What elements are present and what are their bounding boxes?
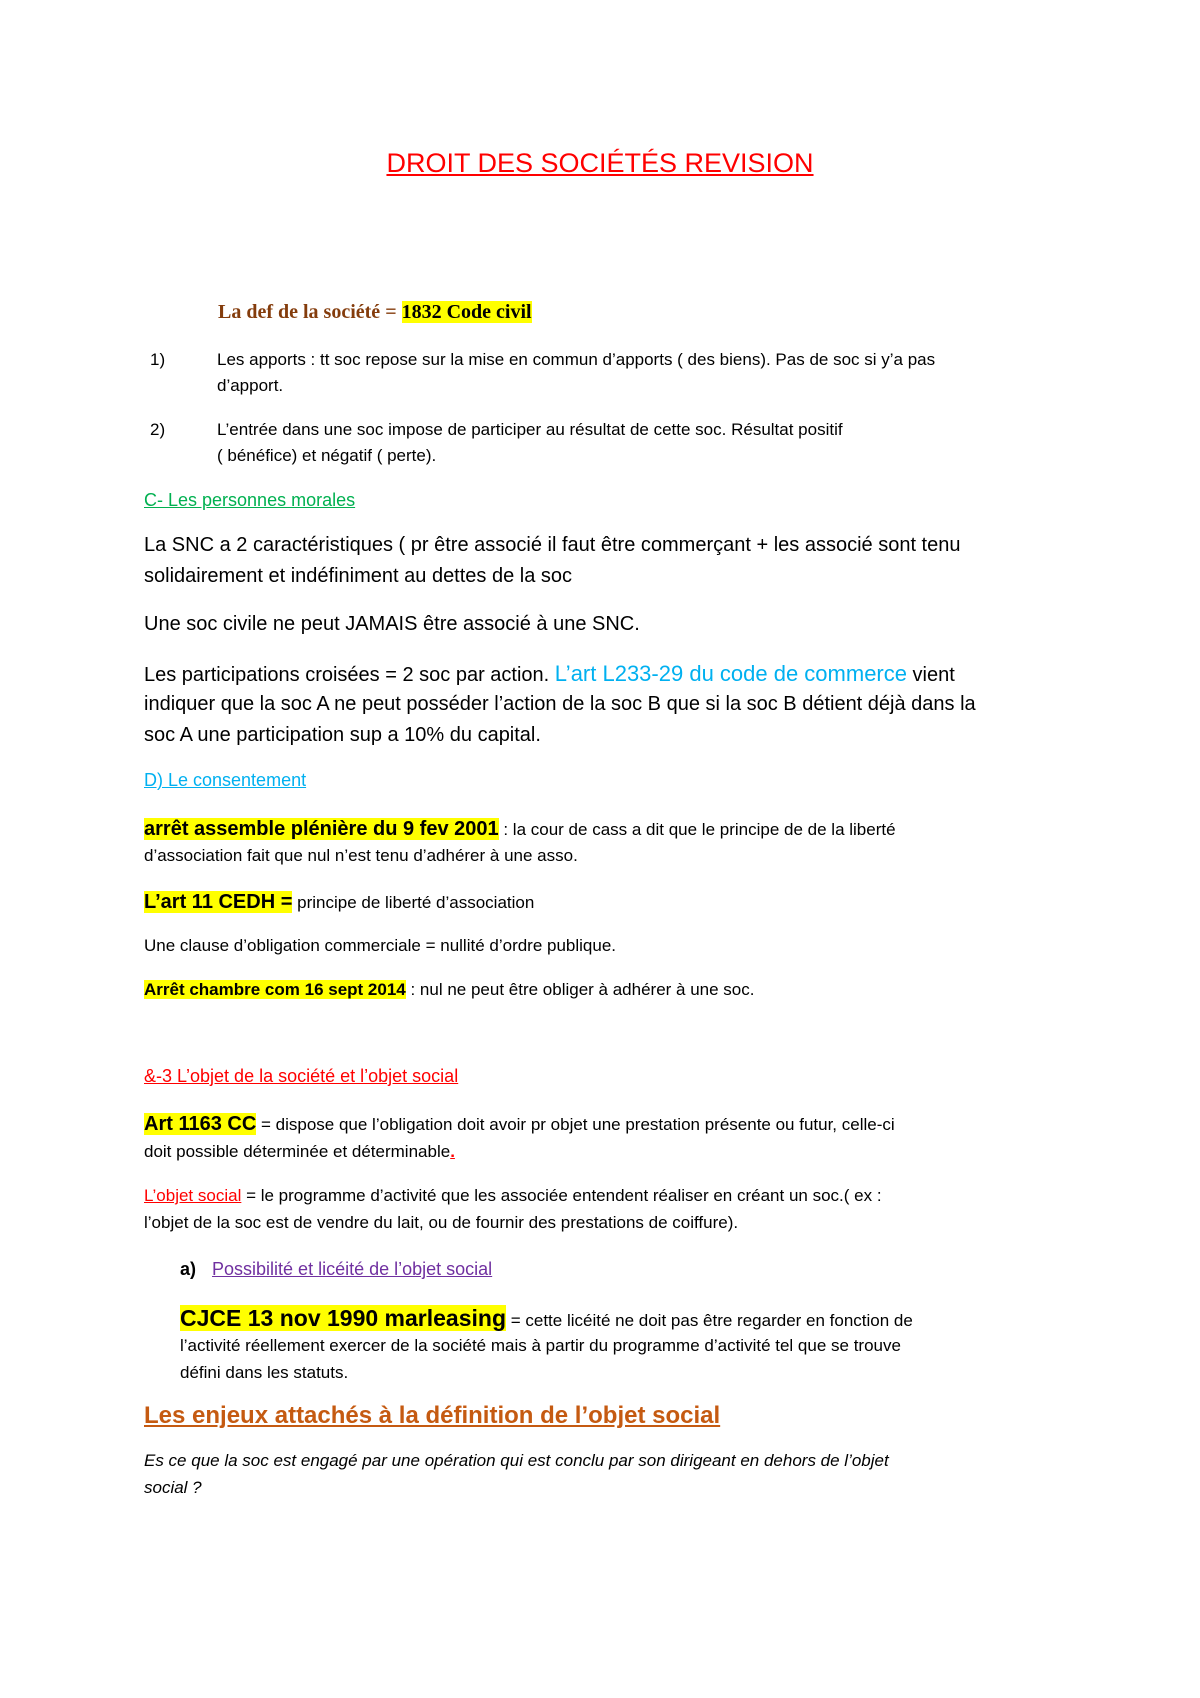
arret-2014-text: : nul ne peut être obliger à adhérer à une soc.	[405, 980, 755, 999]
enjeux-heading: Les enjeux attachés à la définition de l’objet social	[144, 1402, 721, 1429]
clause-line: Une clause d’obligation commerciale = nullité d’ordre publique.	[144, 936, 617, 955]
sub-a-num: a)	[180, 1259, 197, 1279]
objet-social-ref: L’objet social	[144, 1186, 242, 1205]
art-1163-line-2	[144, 1142, 455, 1162]
cjce-text: = cette licéité ne doit pas être regarder en fonction de	[506, 1311, 913, 1330]
cedh-line	[144, 891, 534, 914]
section-d-heading: D) Le consentement	[144, 770, 307, 790]
arret-2001-ref: arrêt assemble plénière du 9 fev 2001	[144, 818, 499, 840]
civile-line: Une soc civile ne peut JAMAIS être associé à une SNC.	[144, 613, 640, 635]
participations-line-3: soc A une participation sup a 10% du capital.	[144, 724, 541, 746]
question-line-1: Es ce que la soc est engagé par une opération qui est conclu par son dirigeant en dehors de l’objet	[144, 1451, 889, 1470]
art-1163-text: = dispose que l’obligation doit avoir pr objet une prestation présente ou futur, celle-ci	[256, 1115, 895, 1134]
objet-social-text: = le programme d’activité que les associée entendent réaliser en créant un soc.( ex :	[241, 1186, 882, 1205]
arret-2001-line-2: d’association fait que nul n’est tenu d’adhérer à une asso.	[144, 846, 578, 865]
participations-line-2: indiquer que la soc A ne peut posséder l’action de la soc B que si la soc B détient déjà dans la	[144, 693, 976, 715]
definition-label: La def de la société =	[218, 301, 402, 323]
participations-line-1	[144, 661, 955, 687]
snc-line-1: La SNC a 2 caractéristiques ( pr être associé il faut être commerçant + les associé sont tenu	[144, 534, 961, 556]
definition-ref: 1832 Code civil	[401, 301, 532, 323]
section-3-heading: &-3 L’objet de la société et l’objet social	[144, 1066, 459, 1086]
cjce-line-3: défini dans les statuts.	[180, 1363, 349, 1382]
art-1163-text-2: doit possible déterminée et déterminable	[144, 1142, 451, 1161]
list-item-2-line-2: ( bénéfice) et négatif ( perte).	[217, 446, 437, 465]
cedh-ref: L’art 11 CEDH =	[144, 891, 293, 913]
art-1163-line-1	[144, 1113, 895, 1136]
arret-2001-text: : la cour de cass a dit que le principe de de la liberté	[498, 820, 896, 839]
cedh-text: principe de liberté d’association	[292, 893, 535, 912]
section-c-heading: C- Les personnes morales	[144, 490, 356, 510]
objet-social-line-1	[144, 1186, 882, 1206]
list-item-2-line-1: L’entrée dans une soc impose de participer au résultat de cette soc. Résultat positif	[217, 420, 843, 439]
arret-2014-line	[144, 980, 754, 1000]
participations-start: Les participations croisées = 2 soc par action.	[144, 664, 555, 686]
list-item-1-line-1: Les apports : tt soc repose sur la mise en commun d’apports ( des biens). Pas de soc si y’a pas	[217, 350, 936, 369]
list-item-1-line-2: d’apport.	[217, 376, 284, 395]
sub-a-label: Possibilité et licéité de l’objet social	[212, 1259, 493, 1279]
snc-line-2: solidairement et indéfiniment au dettes de la soc	[144, 565, 573, 587]
cjce-line-1	[180, 1305, 913, 1332]
list-item-1-num: 1)	[150, 350, 166, 369]
participations-rest: vient	[907, 664, 955, 686]
arret-2001-line-1	[144, 818, 896, 841]
art-1163-dot: .	[450, 1142, 455, 1161]
arret-2014-ref: Arrêt chambre com 16 sept 2014	[144, 980, 406, 999]
art-1163-ref: Art 1163 CC	[144, 1113, 257, 1135]
cjce-line-2: l’activité réellement exercer de la société mais à partir du programme d’activité tel que se trouve	[180, 1336, 901, 1355]
list-item-2-num: 2)	[150, 420, 166, 439]
question-line-2: social ?	[144, 1478, 202, 1497]
cjce-ref: CJCE 13 nov 1990 marleasing	[180, 1305, 506, 1331]
objet-social-line-2: l’objet de la soc est de vendre du lait, ou de fournir des prestations de coiffure).	[144, 1213, 739, 1232]
article-l233-29: L’art L233-29 du code de commerce	[554, 661, 907, 686]
definition-line	[218, 301, 532, 324]
sub-a-line	[180, 1259, 492, 1280]
page-title: DROIT DES SOCIÉTÉS REVISION	[386, 148, 814, 178]
